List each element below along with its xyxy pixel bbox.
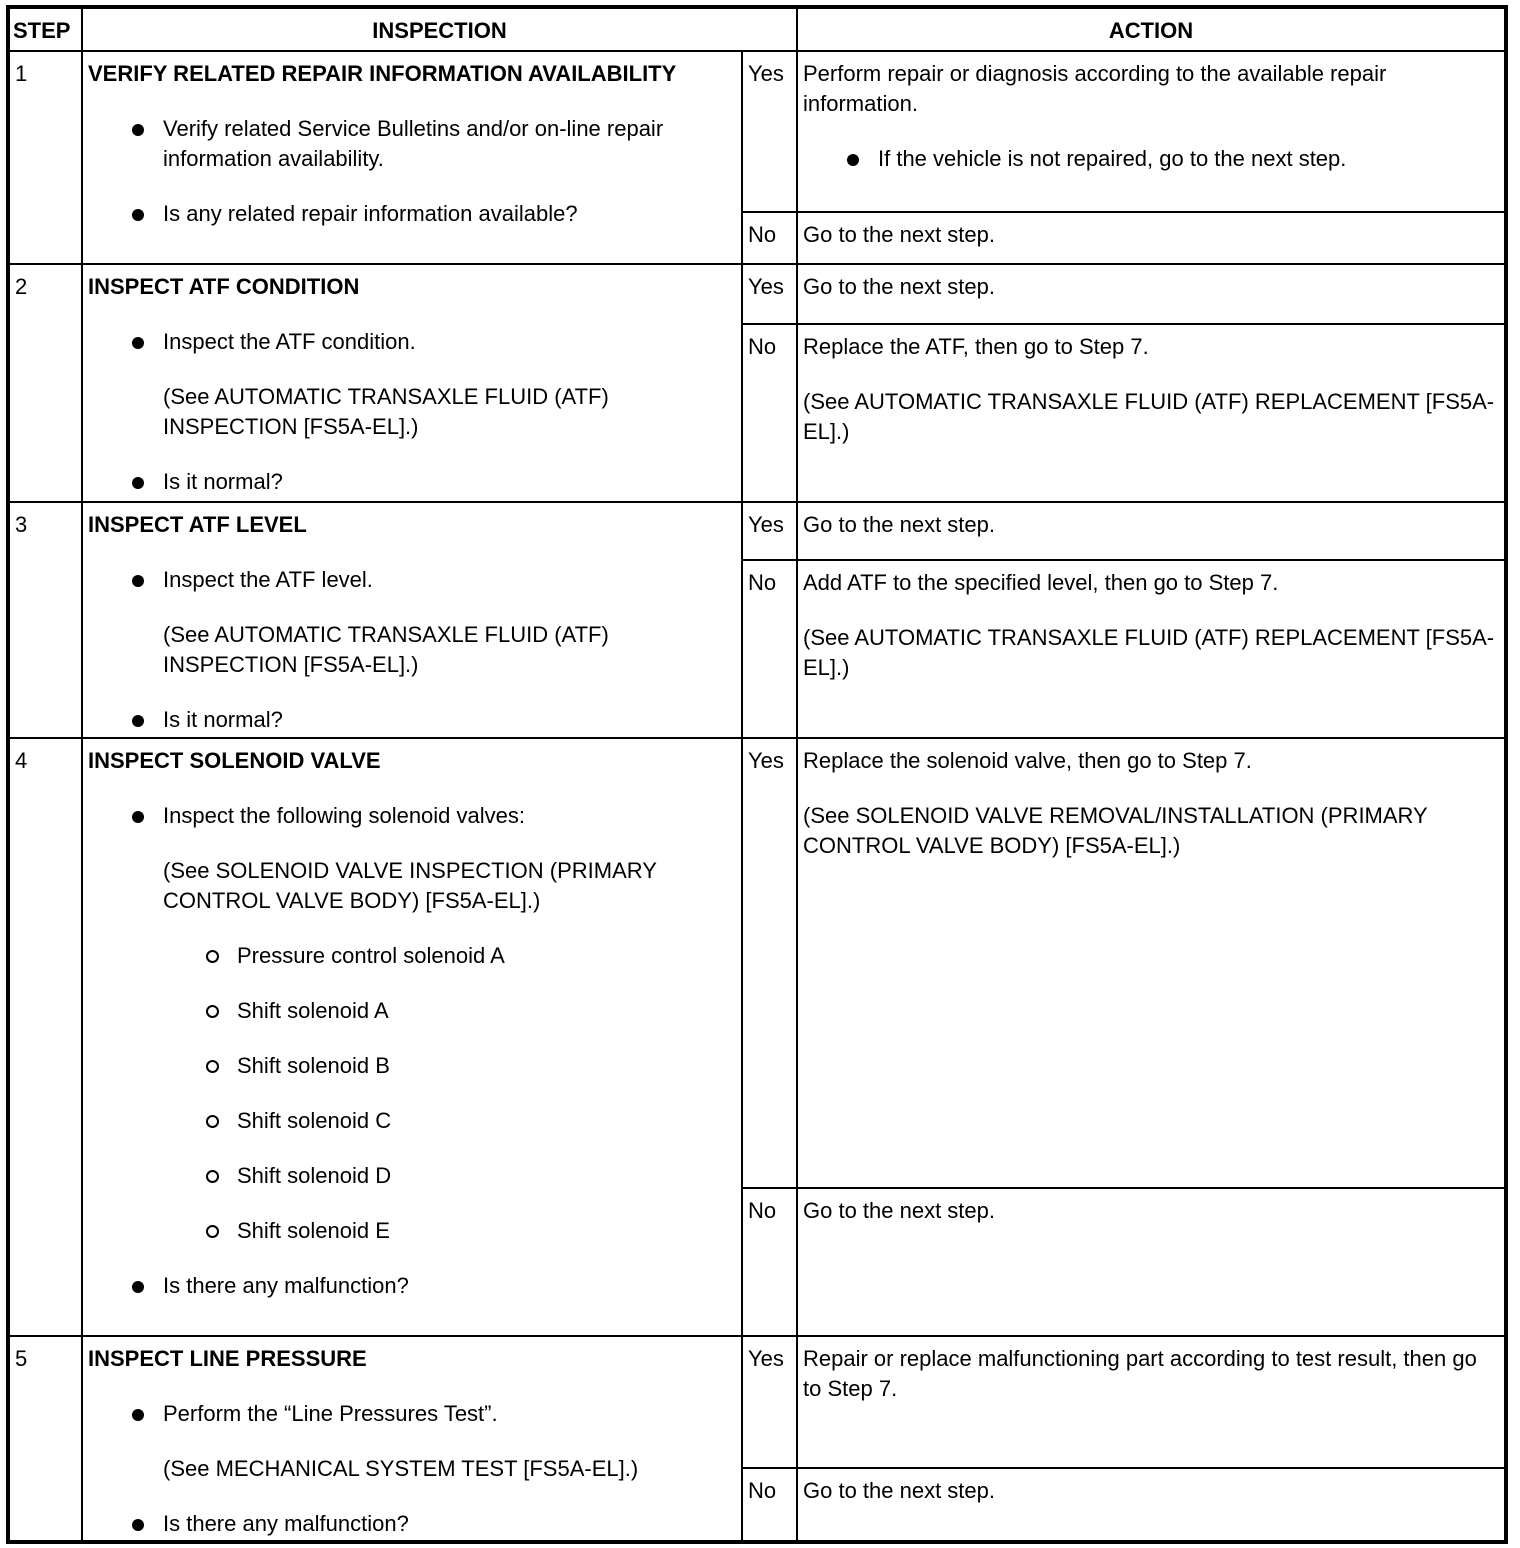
step-number: 4 xyxy=(8,738,82,1336)
paragraph xyxy=(803,332,1500,362)
text: Pressure control solenoid A xyxy=(237,943,505,968)
inspection-cell xyxy=(82,264,742,502)
bullet-icon xyxy=(132,575,144,587)
paragraph xyxy=(88,856,737,916)
step-title xyxy=(88,1344,737,1374)
text: Perform repair or diagnosis according to the available repair information. xyxy=(803,61,1387,116)
paragraph xyxy=(88,382,737,442)
no-label: No xyxy=(742,1468,797,1542)
text: Is it normal? xyxy=(163,469,283,494)
step-title xyxy=(88,272,737,302)
sub-list-item xyxy=(88,941,737,971)
inspection-cell xyxy=(82,51,742,264)
bullet-icon xyxy=(132,337,144,349)
yes-action-cell xyxy=(797,1336,1506,1468)
yes-label: Yes xyxy=(742,1336,797,1468)
paragraph xyxy=(803,387,1500,447)
text: Go to the next step. xyxy=(803,1478,996,1503)
bullet-item xyxy=(803,144,1500,174)
step-title xyxy=(88,59,737,89)
bullet-item xyxy=(88,1399,737,1429)
paragraph xyxy=(803,1196,1500,1226)
bullet-icon xyxy=(132,1409,144,1421)
yes-action-cell xyxy=(797,264,1506,324)
text: (See AUTOMATIC TRANSAXLE FLUID (ATF) REPLACEMENT [FS5A-EL].) xyxy=(803,625,1495,680)
sub-list-item xyxy=(88,1216,737,1246)
paragraph xyxy=(88,1454,737,1484)
paragraph xyxy=(803,272,1500,302)
paragraph xyxy=(803,59,1500,119)
text: Replace the solenoid valve, then go to Step 7. xyxy=(803,748,1252,773)
yes-action-cell xyxy=(797,738,1506,1188)
yes-label: Yes xyxy=(742,738,797,1188)
bullet-icon xyxy=(132,811,144,823)
no-label: No xyxy=(742,212,797,264)
circle-bullet-icon xyxy=(206,950,219,963)
paragraph xyxy=(803,510,1500,540)
table-row-step-5 xyxy=(8,1336,1506,1468)
text: VERIFY RELATED REPAIR INFORMATION AVAILABILITY xyxy=(88,61,677,86)
text: Repair or replace malfunctioning part according to test result, then go to Step 7. xyxy=(803,1346,1477,1401)
text: Go to the next step. xyxy=(803,1198,996,1223)
table-row-step-2 xyxy=(8,264,1506,324)
text: INSPECT ATF CONDITION xyxy=(88,274,360,299)
step-number: 2 xyxy=(8,264,82,502)
diagnostic-procedure-table xyxy=(6,5,1508,1544)
bullet-icon xyxy=(132,124,144,136)
text: Inspect the following solenoid valves: xyxy=(163,803,525,828)
no-action-cell xyxy=(797,560,1506,738)
text: INSPECT LINE PRESSURE xyxy=(88,1346,367,1371)
step-title xyxy=(88,510,737,540)
paragraph xyxy=(803,220,1500,250)
circle-bullet-icon xyxy=(206,1005,219,1018)
no-action-cell xyxy=(797,324,1506,502)
text: Shift solenoid E xyxy=(237,1218,390,1243)
no-label: No xyxy=(742,1188,797,1336)
inspection-cell xyxy=(82,1336,742,1542)
text: Shift solenoid B xyxy=(237,1053,390,1078)
bullet-item xyxy=(88,565,737,595)
text: Go to the next step. xyxy=(803,222,996,247)
yes-action-cell xyxy=(797,502,1506,560)
bullet-icon xyxy=(132,1281,144,1293)
step-number: 3 xyxy=(8,502,82,738)
circle-bullet-icon xyxy=(206,1170,219,1183)
text: Is there any malfunction? xyxy=(163,1273,409,1298)
text: Shift solenoid A xyxy=(237,998,389,1023)
no-label: No xyxy=(742,560,797,738)
paragraph xyxy=(803,1344,1500,1404)
bullet-item xyxy=(88,705,737,735)
text: Shift solenoid D xyxy=(237,1163,392,1188)
text: Verify related Service Bulletins and/or on-line repair information availability. xyxy=(163,116,664,171)
text: Go to the next step. xyxy=(803,274,996,299)
text: Is it normal? xyxy=(163,707,283,732)
text: Add ATF to the specified level, then go to Step 7. xyxy=(803,570,1279,595)
text: If the vehicle is not repaired, go to the next step. xyxy=(878,146,1347,171)
paragraph xyxy=(803,746,1500,776)
paragraph xyxy=(803,568,1500,598)
table-row-step-4 xyxy=(8,738,1506,1188)
step-number: 1 xyxy=(8,51,82,264)
text: Perform the “Line Pressures Test”. xyxy=(163,1401,498,1426)
text: (See AUTOMATIC TRANSAXLE FLUID (ATF) INSPECTION [FS5A-EL].) xyxy=(163,622,609,677)
text: Replace the ATF, then go to Step 7. xyxy=(803,334,1149,359)
bullet-icon xyxy=(847,154,859,166)
bullet-item xyxy=(88,199,737,229)
table-row-step-3 xyxy=(8,502,1506,560)
sub-list-item xyxy=(88,1161,737,1191)
text: Is there any malfunction? xyxy=(163,1511,409,1536)
text: (See SOLENOID VALVE INSPECTION (PRIMARY CONTROL VALVE BODY) [FS5A-EL].) xyxy=(163,858,657,913)
inspection-cell xyxy=(82,738,742,1336)
bullet-icon xyxy=(132,1519,144,1531)
bullet-icon xyxy=(132,209,144,221)
text: Shift solenoid C xyxy=(237,1108,392,1133)
circle-bullet-icon xyxy=(206,1115,219,1128)
paragraph xyxy=(803,623,1500,683)
bullet-item xyxy=(88,467,737,497)
sub-list-item xyxy=(88,1106,737,1136)
header-action: ACTION xyxy=(797,7,1506,51)
yes-label: Yes xyxy=(742,264,797,324)
header-step: STEP xyxy=(8,7,82,51)
circle-bullet-icon xyxy=(206,1225,219,1238)
no-action-cell xyxy=(797,1468,1506,1542)
text: (See AUTOMATIC TRANSAXLE FLUID (ATF) REPLACEMENT [FS5A-EL].) xyxy=(803,389,1495,444)
text: INSPECT ATF LEVEL xyxy=(88,512,307,537)
no-action-cell xyxy=(797,1188,1506,1336)
step-title xyxy=(88,746,737,776)
paragraph xyxy=(88,620,737,680)
text: Inspect the ATF level. xyxy=(163,567,373,592)
text: (See SOLENOID VALVE REMOVAL/INSTALLATION (PRIMARY CONTROL VALVE BODY) [FS5A-EL].) xyxy=(803,803,1428,858)
bullet-item xyxy=(88,1271,737,1301)
circle-bullet-icon xyxy=(206,1060,219,1073)
inspection-cell xyxy=(82,502,742,738)
no-label: No xyxy=(742,324,797,502)
paragraph xyxy=(803,1476,1500,1506)
yes-label: Yes xyxy=(742,502,797,560)
header-inspection: INSPECTION xyxy=(82,7,797,51)
text: Go to the next step. xyxy=(803,512,996,537)
sub-list-item xyxy=(88,996,737,1026)
yes-action-cell xyxy=(797,51,1506,212)
text: Inspect the ATF condition. xyxy=(163,329,416,354)
table-row-step-1 xyxy=(8,51,1506,212)
no-action-cell xyxy=(797,212,1506,264)
text: INSPECT SOLENOID VALVE xyxy=(88,748,381,773)
bullet-icon xyxy=(132,715,144,727)
text: Is any related repair information available? xyxy=(163,201,578,226)
bullet-item xyxy=(88,114,737,174)
text: (See MECHANICAL SYSTEM TEST [FS5A-EL].) xyxy=(163,1456,639,1481)
header-row xyxy=(8,7,1506,51)
paragraph xyxy=(803,801,1500,861)
bullet-item xyxy=(88,801,737,831)
sub-list-item xyxy=(88,1051,737,1081)
table-body xyxy=(8,51,1506,1542)
bullet-item xyxy=(88,327,737,357)
bullet-icon xyxy=(132,477,144,489)
text: (See AUTOMATIC TRANSAXLE FLUID (ATF) INSPECTION [FS5A-EL].) xyxy=(163,384,609,439)
bullet-item xyxy=(88,1509,737,1539)
yes-label: Yes xyxy=(742,51,797,212)
step-number: 5 xyxy=(8,1336,82,1542)
